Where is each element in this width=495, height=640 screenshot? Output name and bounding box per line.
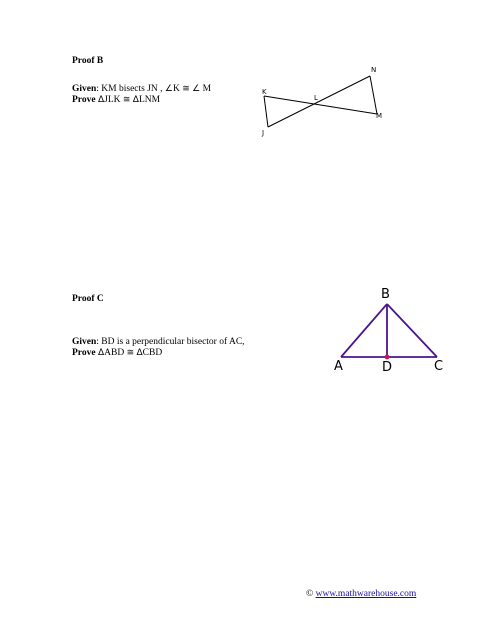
label-d: D	[382, 360, 393, 375]
given-label: Given	[72, 337, 97, 347]
label-a: A	[334, 359, 343, 374]
footer	[306, 589, 416, 600]
midpoint-d-dot	[385, 355, 390, 360]
given-text: : KM bisects JN ,	[96, 84, 165, 94]
prove-label: Prove	[72, 95, 96, 105]
prove-left-triangle: JLK	[104, 95, 121, 105]
triangle-symbol: Δ	[132, 95, 139, 105]
prove-right-triangle: CBD	[142, 348, 163, 358]
label-l: L	[314, 94, 318, 102]
triangle-symbol: Δ	[97, 95, 105, 105]
given-angle-m: M	[202, 84, 212, 94]
angle-symbol: ∠	[192, 84, 201, 94]
congruent-symbol: ≅	[182, 84, 190, 94]
label-b: B	[381, 287, 390, 302]
label-k: K	[262, 88, 267, 96]
label-m: M	[376, 112, 383, 120]
proof-b-heading: Proof B	[72, 56, 104, 66]
footer-link[interactable]: www.mathwarehouse.com	[315, 589, 417, 599]
triangle-symbol: Δ	[97, 348, 105, 358]
segment-ab	[341, 304, 387, 357]
label-j: J	[262, 129, 265, 137]
label-n: N	[371, 66, 377, 74]
prove-right-triangle: LNM	[138, 95, 161, 105]
prove-left-triangle: ABD	[104, 348, 125, 358]
given-text: : BD is a perpendicular bisector of AC,	[96, 337, 245, 347]
congruent-symbol: ≅	[122, 95, 131, 105]
congruent-symbol: ≅	[126, 348, 135, 358]
given-label: Given	[72, 84, 97, 94]
angle-symbol: ∠	[164, 84, 173, 94]
label-c: C	[434, 359, 444, 374]
proof-c-heading: Proof C	[72, 294, 104, 304]
triangle-symbol: Δ	[136, 348, 143, 358]
segment-bc	[387, 304, 437, 357]
copyright-symbol: ©	[306, 589, 314, 599]
prove-label: Prove	[72, 348, 96, 358]
given-angle-k: K	[172, 84, 180, 94]
